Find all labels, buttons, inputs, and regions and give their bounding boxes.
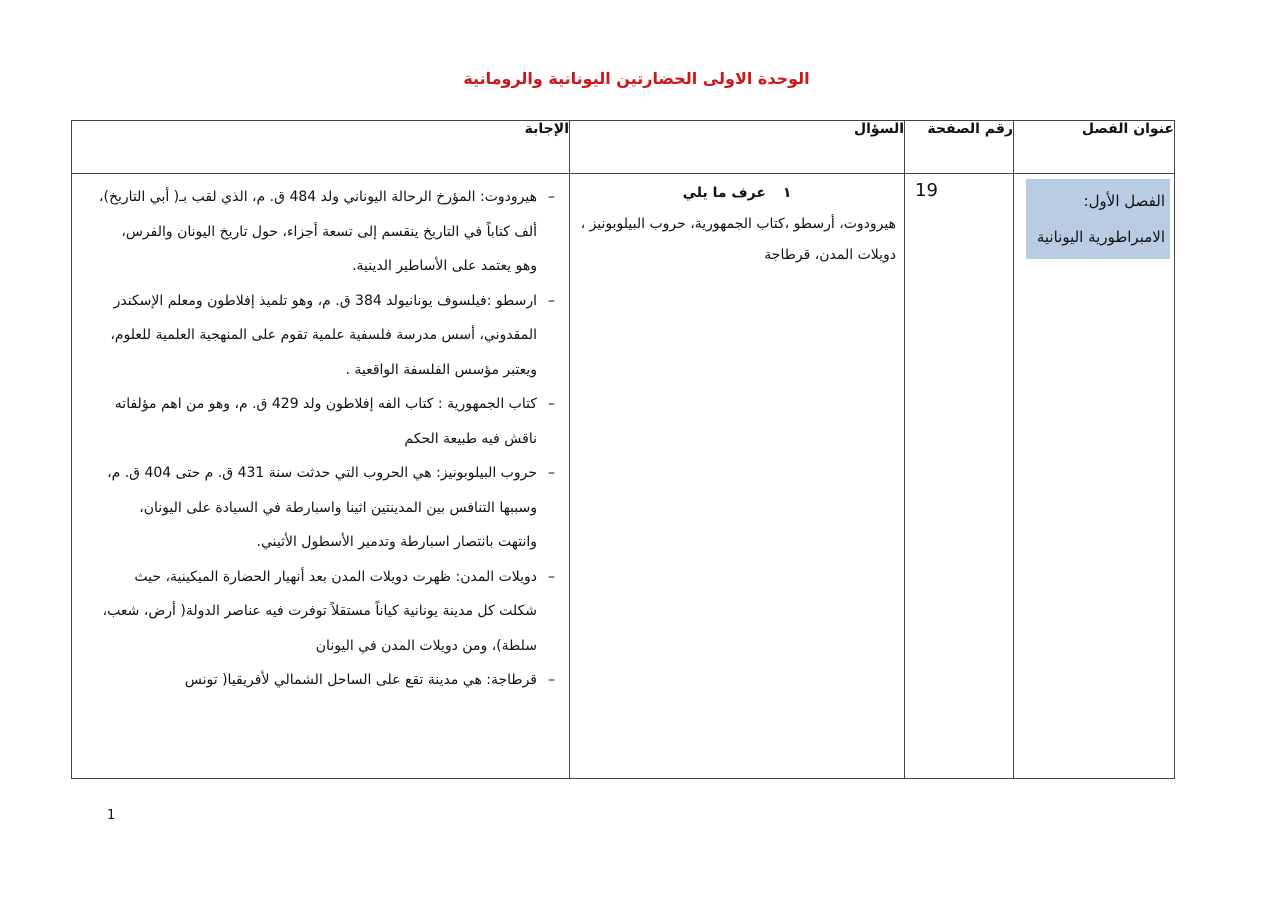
table-header-row	[72, 121, 1175, 174]
answer-list	[96, 180, 555, 698]
page-cell	[905, 174, 1014, 779]
answer-text: حروب البيلوبونيز: هي الحروب التي حدثت سنة 431 ق. م حتى 404 ق. م، وسببها التنافس بين المدينتين اثينا واسبارطة في السيادة على اليونان، وانتهت بانتصار اسبارطة وتدمير الأسطول الأثيني.	[107, 465, 537, 550]
question-title: عرف ما يلي	[682, 185, 766, 201]
lesson-table	[71, 120, 1175, 779]
answer-item-carthage: – قرطاجة: هي مدينة تقع على الساحل الشمالي لأفريقيا( تونس	[184, 672, 555, 688]
answer-text: كتاب الجمهورية : كتاب الفه إفلاطون ولد 429 ق. م، وهو من اهم مؤلفاته ناقش فيه طبيعة الحكم	[114, 396, 537, 447]
answer-item-peloponnesian-war: – حروب البيلوبونيز: هي الحروب التي حدثت سنة 431 ق. م حتى 404 ق. م، وسببها التنافس بين المدينتين اثينا واسبارطة في السيادة على اليونان، وانتهت بانتصار اسبارطة وتدمير الأسطول الأثيني.	[107, 465, 555, 550]
table-row	[72, 174, 1175, 779]
question-terms: هيرودوت، أرسطو ،كتاب الجمهورية، حروب البيلوبونيز ، دويلات المدن، قرطاجة	[580, 216, 896, 263]
page-title: الوحدة الاولى الحضارتين اليونانية والرومانية	[463, 69, 810, 88]
answer-text: قرطاجة: هي مدينة تقع على الساحل الشمالي لأفريقيا( تونس	[184, 672, 537, 688]
header-page: رقم الصفحة	[905, 121, 1014, 174]
answer-text: ارسطو :فيلسوف يونانيولد 384 ق. م، وهو تلميذ إفلاطون ومعلم الإسكندر المقدوني، أسس مدرسة فلسفية علمية تقوم على المنهجية العلمية للعلوم، ويعتبر مؤسس الفلسفة الواقعية .	[110, 292, 537, 378]
answer-item-herodotus: – هيرودوت: المؤرخ الرحالة اليوناني ولد 484 ق. م، الذي لقب بـ( أبي التاريخ)، ألف كتاباً في التاريخ ينقسم إلى تسعة أجزاء، حول تاريخ اليونان والفرس، وهو يعتمد على الأساطير الدينية.	[99, 189, 555, 274]
page-ref: 19	[915, 180, 938, 201]
header-question: السؤال	[570, 121, 905, 174]
chapter-cell	[1014, 174, 1175, 779]
header-chapter: عنوان الفصل	[1014, 121, 1175, 174]
answer-text: هيرودوت: المؤرخ الرحالة اليوناني ولد 484 ق. م، الذي لقب بـ( أبي التاريخ)، ألف كتاباً في التاريخ ينقسم إلى تسعة أجزاء، حول تاريخ اليونان والفرس، وهو يعتمد على الأساطير الدينية.	[99, 189, 537, 274]
chapter-title: الفصل الأول: الامبراطورية اليونانية	[1026, 179, 1170, 259]
answer-item-republic: – كتاب الجمهورية : كتاب الفه إفلاطون ولد 429 ق. م، وهو من اهم مؤلفاته ناقش فيه طبيعة الحكم	[114, 396, 555, 447]
answer-cell	[72, 174, 570, 779]
answer-text: دويلات المدن: ظهرت دويلات المدن بعد أنهيار الحضارة الميكينية، حيث شكلت كل مدينة يونانية كياناً مستقلاً توفرت فيه عناصر الدولة( أرض، شعب، سلطة)، ومن دويلات المدن في اليونان	[102, 568, 537, 654]
page-number: 1	[107, 808, 116, 823]
header-answer: الإجابة	[72, 121, 570, 174]
question-heading	[576, 180, 898, 206]
question-cell	[570, 174, 905, 779]
answer-item-city-states: – دويلات المدن: ظهرت دويلات المدن بعد أنهيار الحضارة الميكينية، حيث شكلت كل مدينة يونانية كياناً مستقلاً توفرت فيه عناصر الدولة( أرض، شعب، سلطة)، ومن دويلات المدن في اليونان	[102, 568, 555, 654]
answer-item-aristotle: – ارسطو :فيلسوف يونانيولد 384 ق. م، وهو تلميذ إفلاطون ومعلم الإسكندر المقدوني، أسس مدرسة فلسفية علمية تقوم على المنهجية العلمية للعلوم، ويعتبر مؤسس الفلسفة الواقعية .	[110, 292, 555, 378]
question-number: ١	[782, 185, 792, 201]
